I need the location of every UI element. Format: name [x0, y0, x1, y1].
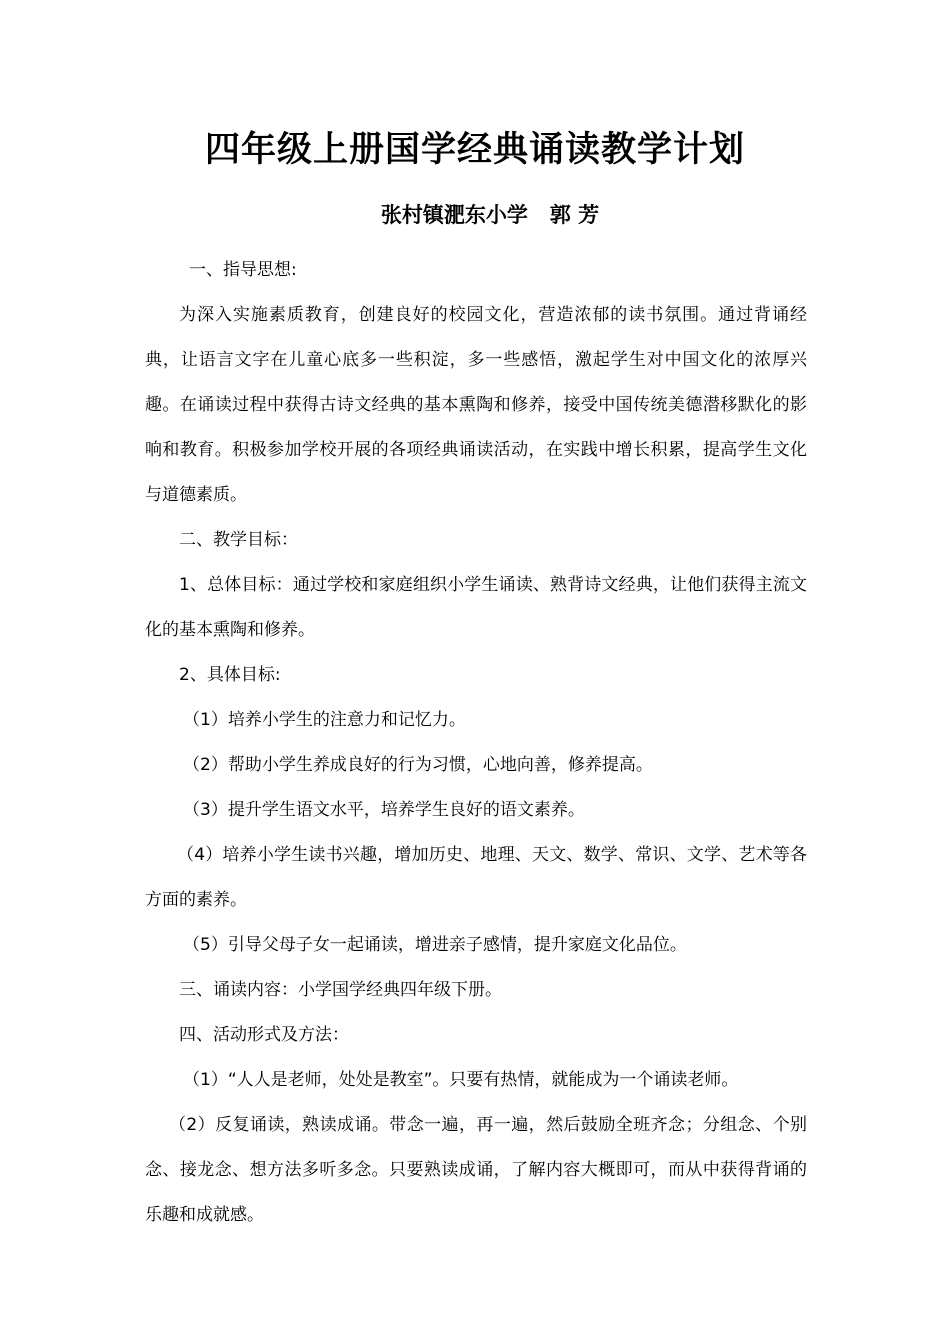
document-body [145, 248, 807, 1238]
section-heading-guiding-thought: 一、指导思想: [189, 260, 297, 280]
list-item-method-1: （1）“人人是老师，处处是教室”。只要有热情，就能成为一个诵读老师。 [183, 1070, 739, 1090]
list-item-goal-2: （2）帮助小学生养成良好的行为习惯，心地向善，修养提高。 [183, 755, 653, 775]
list-item-goal-4: （4）培养小学生读书兴趣，增加历史、地理、天文、数学、常识、文学、艺术等各方面的素养。 [145, 845, 807, 910]
paragraph-overall-goal: 1、总体目标：通过学校和家庭组织小学生诵读、熟背诗文经典，让他们获得主流文化的基本熏陶和修养。 [145, 575, 807, 640]
list-item-goal-1: （1）培养小学生的注意力和记忆力。 [183, 710, 466, 730]
paragraph-specific-goals-heading: 2、具体目标: [179, 665, 281, 685]
list-item-method-2: （2）反复诵读，熟读成诵。带念一遍，再一遍，然后鼓励全班齐念；分组念、个别念、接龙念、想方法多听多念。只要熟读成诵，了解内容大概即可，而从中获得背诵的乐趣和成就感。 [145, 1115, 807, 1225]
list-item-goal-3: （3）提升学生语文水平，培养学生良好的语文素养。 [183, 800, 585, 820]
section-heading-reading-content: 三、诵读内容：小学国学经典四年级下册。 [179, 980, 502, 1000]
document-title: 四年级上册国学经典诵读教学计划 [204, 130, 745, 170]
paragraph-guiding-thought: 为深入实施素质教育，创建良好的校园文化，营造浓郁的读书氛围。通过背诵经典，让语言文字在儿童心底多一些积淀，多一些感悟，激起学生对中国文化的浓厚兴趣。在诵读过程中获得古诗文经典的基本熏陶和修养，接受中国传统美德潜移默化的影响和教育。积极参加学校开展的各项经典诵读活动，在实践中增长积累，提高学生文化与道德素质。 [145, 305, 807, 505]
author-line: 张村镇淝东小学 郭 芳 [380, 203, 600, 227]
section-heading-teaching-goals: 二、教学目标： [179, 530, 298, 550]
section-heading-activity-methods: 四、活动形式及方法： [179, 1025, 349, 1045]
list-item-goal-5: （5）引导父母子女一起诵读，增进亲子感情，提升家庭文化品位。 [183, 935, 687, 955]
